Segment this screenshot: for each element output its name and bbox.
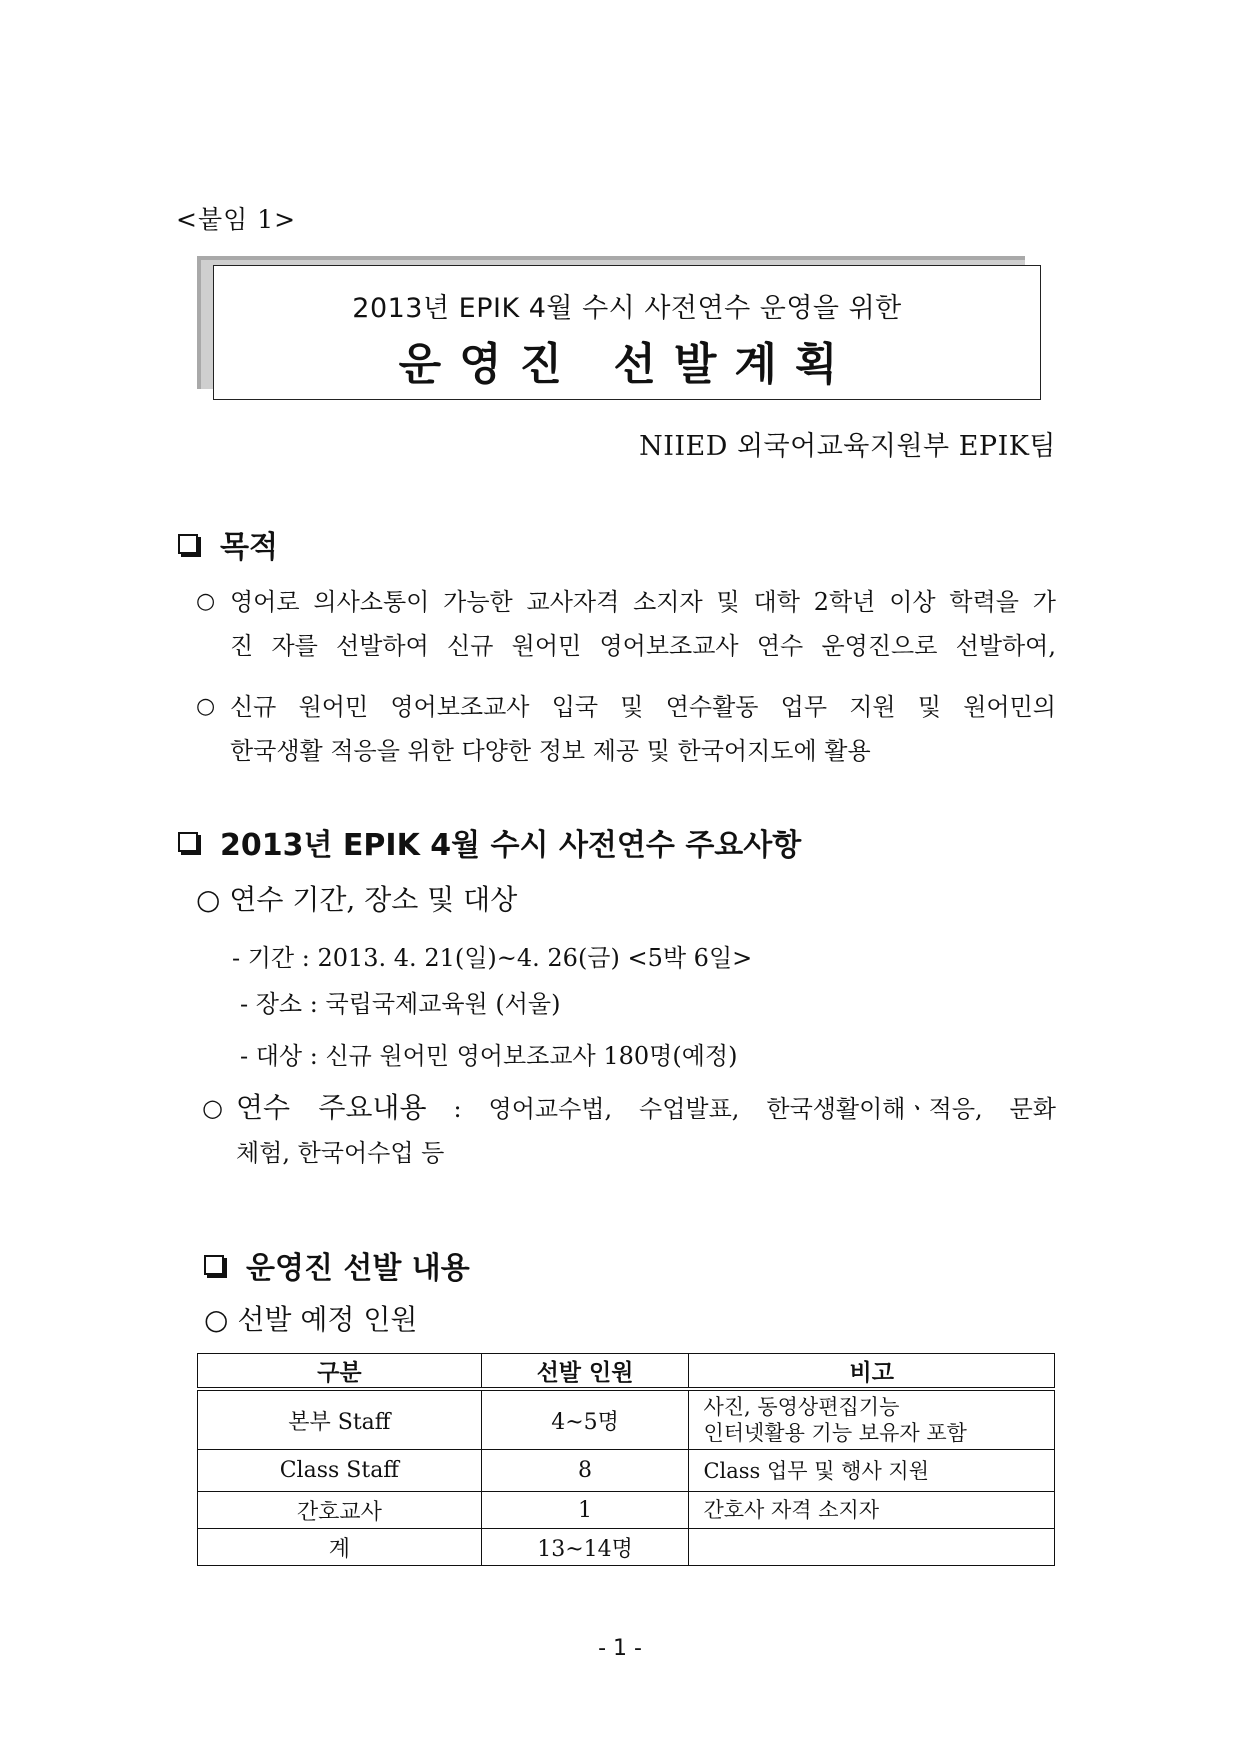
selection-table: [197, 1353, 1055, 1566]
note-line: 사진, 동영상편집기능: [703, 1395, 900, 1419]
selection-item-1: [204, 1298, 417, 1338]
detail-target: - 대상 : 신규 원어민 영어보조교사 180명(예정): [240, 1042, 738, 1070]
table-cell-note: Class 업무 및 행사 지원: [689, 1450, 1055, 1492]
circle-bullet-icon: ○: [196, 694, 216, 719]
paragraph-line: 신규 원어민 영어보조교사 입국 및 연수활동 업무 지원 및 원어민의: [230, 693, 1056, 721]
table-cell-note: [689, 1389, 1055, 1450]
section-heading-text: 운영진 선발 내용: [246, 1251, 470, 1286]
table-header: 선발 인원: [481, 1354, 689, 1390]
table-cell-count: 4~5명: [481, 1389, 689, 1450]
table-row: [198, 1389, 1055, 1450]
table-header: 비고: [689, 1354, 1055, 1390]
table-cell-category: Class Staff: [198, 1450, 482, 1492]
table-cell-note: [689, 1529, 1055, 1566]
table-row-total: [198, 1529, 1055, 1566]
purpose-item-1: [196, 580, 1056, 668]
main-points-item-1: [196, 878, 517, 918]
purpose-item-2: [196, 685, 1056, 773]
organization-name: NIIED 외국어교육지원부 EPIK팀: [639, 431, 1056, 462]
bullet-text: : 영어교수법, 수업발표, 한국생활이해ㆍ적응, 문화: [426, 1095, 1056, 1123]
table-cell-note: 간호사 자격 소지자: [689, 1492, 1055, 1529]
bullet-text: 연수 기간, 장소 및 대상: [229, 883, 518, 916]
bullet-text: 선발 예정 인원: [237, 1303, 418, 1336]
checkbox-square-icon: [178, 832, 198, 852]
attachment-label: <붙임 1>: [176, 205, 297, 234]
title-box: [213, 265, 1041, 400]
main-points-item-2: [202, 1086, 1056, 1175]
note-line: 인터넷활용 기능 보유자 포함: [703, 1421, 967, 1445]
paragraph-line: 한국생활 적응을 위한 다양한 정보 제공 및 한국어지도에 활용: [230, 737, 871, 765]
table-cell-count: 13~14명: [481, 1529, 689, 1566]
circle-bullet-icon: ○: [204, 1303, 229, 1336]
title-main: 운영진 선발계획: [398, 339, 856, 390]
bullet-text-continued: 체험, 한국어수업 등: [236, 1139, 445, 1167]
table-row: [198, 1450, 1055, 1492]
detail-place: - 장소 : 국립국제교육원 (서울): [240, 990, 561, 1018]
section-heading-text: 목적: [220, 530, 278, 565]
section-heading-text: 2013년 EPIK 4월 수시 사전연수 주요사항: [220, 828, 802, 863]
section-heading-purpose: [178, 522, 278, 566]
table-cell-category: 간호교사: [198, 1492, 482, 1529]
circle-bullet-icon: ○: [196, 589, 216, 614]
circle-bullet-icon: ○: [202, 1094, 223, 1122]
table-cell-category: 계: [198, 1529, 482, 1566]
detail-period: - 기간 : 2013. 4. 21(일)~4. 26(금) <5박 6일>: [232, 944, 753, 972]
circle-bullet-icon: ○: [196, 883, 221, 916]
title-subtitle: 2013년 EPIK 4월 수시 사전연수 운영을 위한: [352, 293, 902, 324]
checkbox-square-icon: [178, 534, 198, 554]
table-header-row: [198, 1354, 1055, 1390]
checkbox-square-icon: [204, 1255, 224, 1275]
table-cell-category: 본부 Staff: [198, 1389, 482, 1450]
paragraph-line: 영어로 의사소통이 가능한 교사자격 소지자 및 대학 2학년 이상 학력을 가: [230, 588, 1056, 616]
table-cell-count: 8: [481, 1450, 689, 1492]
table-header: 구분: [198, 1354, 482, 1390]
page-number: - 1 -: [598, 1636, 642, 1661]
paragraph-line: 진 자를 선발하여 신규 원어민 영어보조교사 연수 운영진으로 선발하여,: [230, 632, 1056, 660]
bullet-lead: 연수 주요내용: [236, 1091, 427, 1124]
section-heading-main-points: [178, 820, 801, 864]
section-heading-selection: [204, 1243, 470, 1287]
table-cell-count: 1: [481, 1492, 689, 1529]
table-row: [198, 1492, 1055, 1529]
